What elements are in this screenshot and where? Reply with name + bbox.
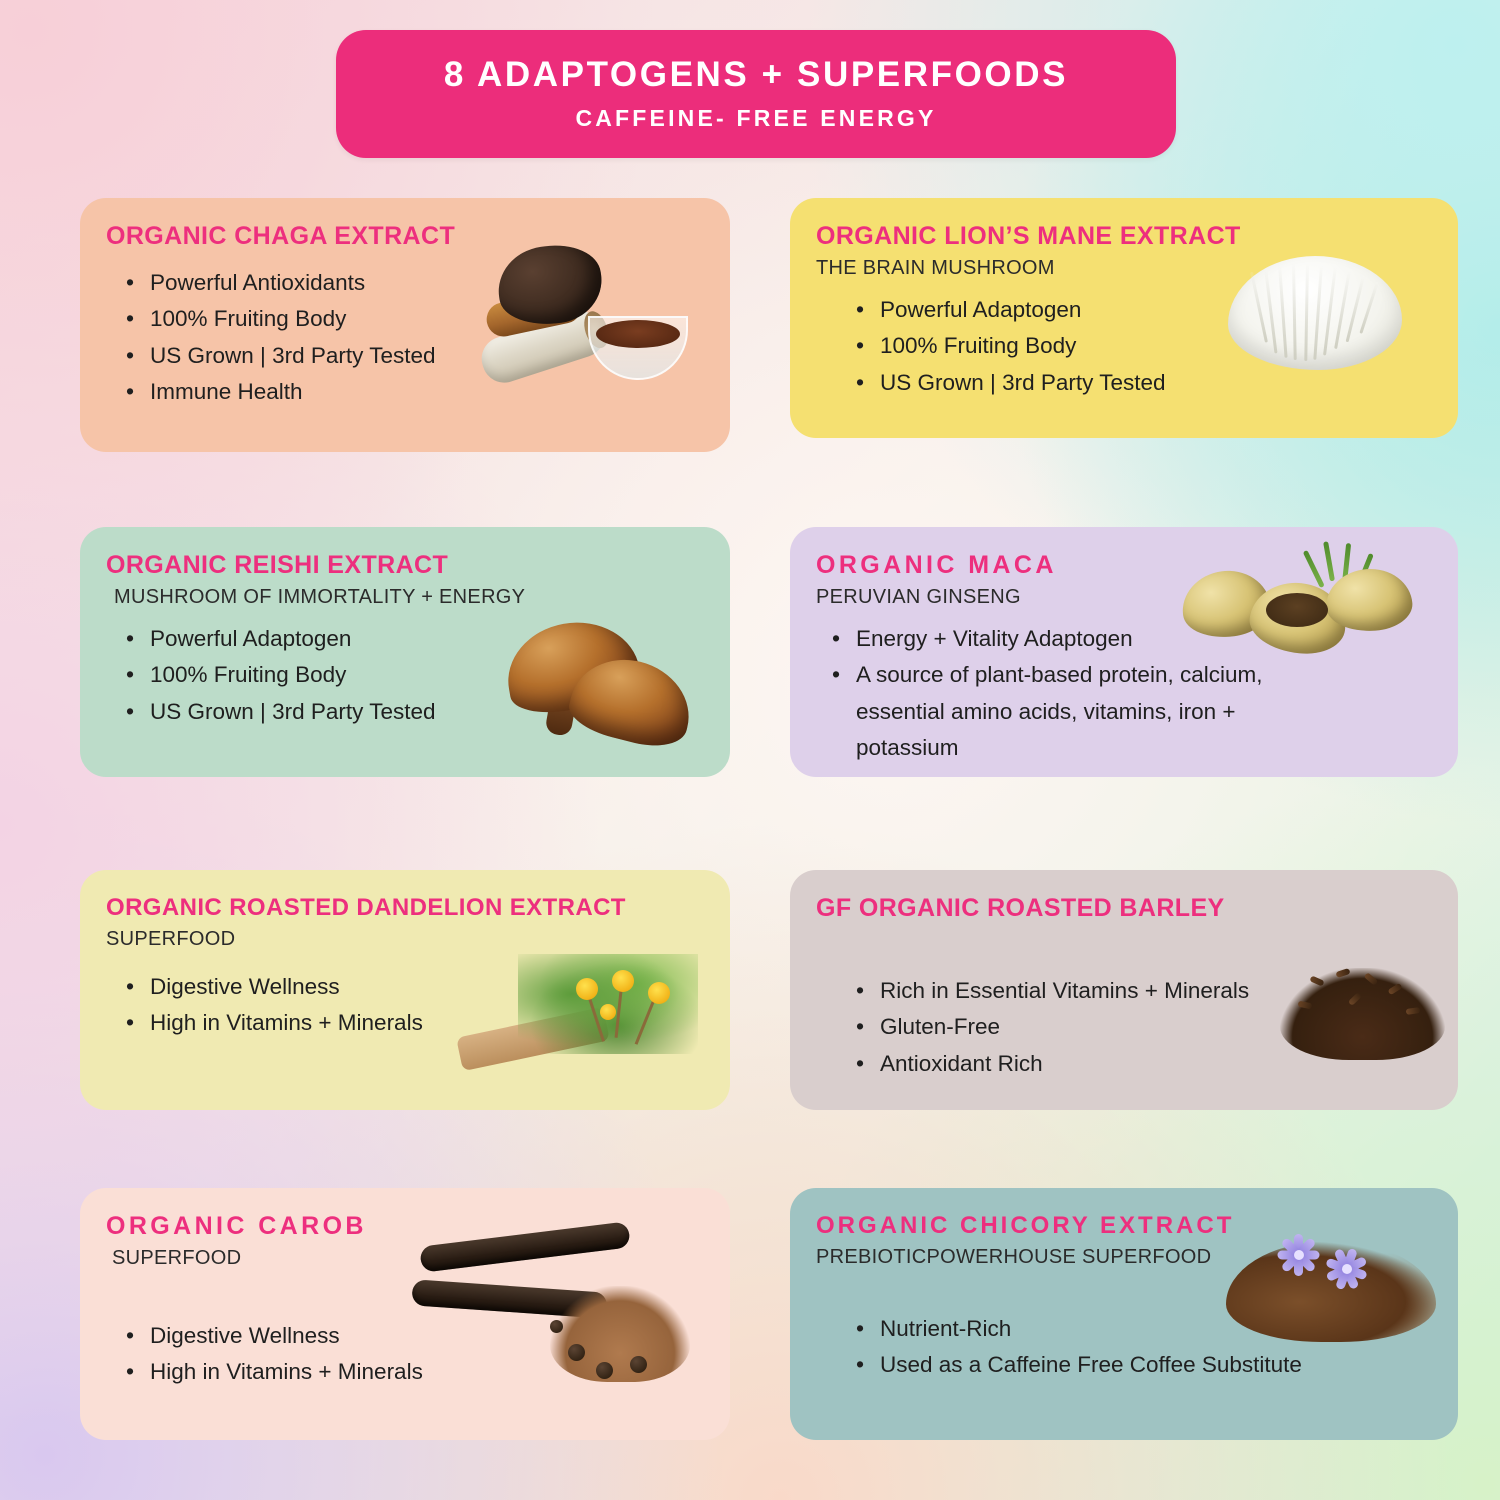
card-title: ORGANIC CHAGA EXTRACT xyxy=(106,222,456,250)
list-item: • Energy + Vitality Adaptogen xyxy=(856,621,1432,657)
card-title: ORGANIC CAROB xyxy=(106,1212,367,1240)
list-item: • Immune Health xyxy=(150,374,704,410)
card-bullet-list xyxy=(106,621,704,730)
ingredient-card-maca xyxy=(790,527,1458,777)
header-banner xyxy=(336,30,1176,158)
card-title: GF ORGANIC ROASTED BARLEY xyxy=(816,894,1225,922)
card-title: ORGANIC ROASTED DANDELION EXTRACT xyxy=(106,894,626,921)
card-bullet-list xyxy=(106,969,704,1042)
card-subtitle: PREBIOTICPOWERHOUSE SUPERFOOD xyxy=(816,1246,1212,1268)
ingredient-card-chaga xyxy=(80,198,730,452)
list-item: • Nutrient-Rich xyxy=(880,1311,1432,1347)
card-title: ORGANIC LION’S MANE EXTRACT xyxy=(816,222,1241,250)
card-bullet-list xyxy=(816,292,1432,401)
list-item: • US Grown | 3rd Party Tested xyxy=(880,365,1432,401)
list-item: • Powerful Adaptogen xyxy=(880,292,1432,328)
card-bullet-list xyxy=(106,1318,704,1391)
card-title: ORGANIC MACA xyxy=(816,551,1057,579)
list-item: • US Grown | 3rd Party Tested xyxy=(150,694,704,730)
list-item: • Digestive Wellness xyxy=(150,969,704,1005)
card-bullet-list xyxy=(816,1311,1432,1384)
card-subtitle: THE BRAIN MUSHROOM xyxy=(816,257,1055,279)
ingredient-card-reishi xyxy=(80,527,730,777)
list-item: • 100% Fruiting Body xyxy=(150,301,704,337)
list-item: • High in Vitamins + Minerals xyxy=(150,1005,704,1041)
card-title: ORGANIC REISHI EXTRACT xyxy=(106,551,449,579)
list-item: • Digestive Wellness xyxy=(150,1318,704,1354)
card-subtitle: SUPERFOOD xyxy=(112,1247,242,1269)
ingredient-card-barley xyxy=(790,870,1458,1110)
banner-title: 8 ADAPTOGENS + SUPERFOODS xyxy=(443,55,1069,95)
list-item: • High in Vitamins + Minerals xyxy=(150,1354,704,1390)
ingredient-card-carob xyxy=(80,1188,730,1440)
ingredient-card-chicory xyxy=(790,1188,1458,1440)
list-item: • Rich in Essential Vitamins + Minerals xyxy=(880,973,1432,1009)
ingredient-card-lions-mane xyxy=(790,198,1458,438)
card-bullet-list xyxy=(816,621,1432,767)
list-item: • Antioxidant Rich xyxy=(880,1046,1432,1082)
list-item: • A source of plant-based protein, calcium, essential amino acids, vitamins, iron + potassium xyxy=(856,657,1326,766)
list-item: • Powerful Antioxidants xyxy=(150,265,704,301)
list-item: • 100% Fruiting Body xyxy=(150,657,704,693)
list-item: • US Grown | 3rd Party Tested xyxy=(150,338,704,374)
card-subtitle: SUPERFOOD xyxy=(106,928,236,950)
card-bullet-list xyxy=(106,265,704,411)
list-item: • Gluten-Free xyxy=(880,1009,1432,1045)
card-subtitle: MUSHROOM OF IMMORTALITY + ENERGY xyxy=(114,586,526,608)
ingredient-card-dandelion xyxy=(80,870,730,1110)
banner-subtitle: CAFFEINE- FREE ENERGY xyxy=(575,104,937,131)
card-title: ORGANIC CHICORY EXTRACT xyxy=(816,1212,1235,1239)
card-bullet-list xyxy=(816,973,1432,1082)
list-item: • 100% Fruiting Body xyxy=(880,328,1432,364)
list-item: • Powerful Adaptogen xyxy=(150,621,704,657)
card-subtitle: PERUVIAN GINSENG xyxy=(816,586,1021,608)
list-item: • Used as a Caffeine Free Coffee Substitute xyxy=(880,1347,1432,1383)
